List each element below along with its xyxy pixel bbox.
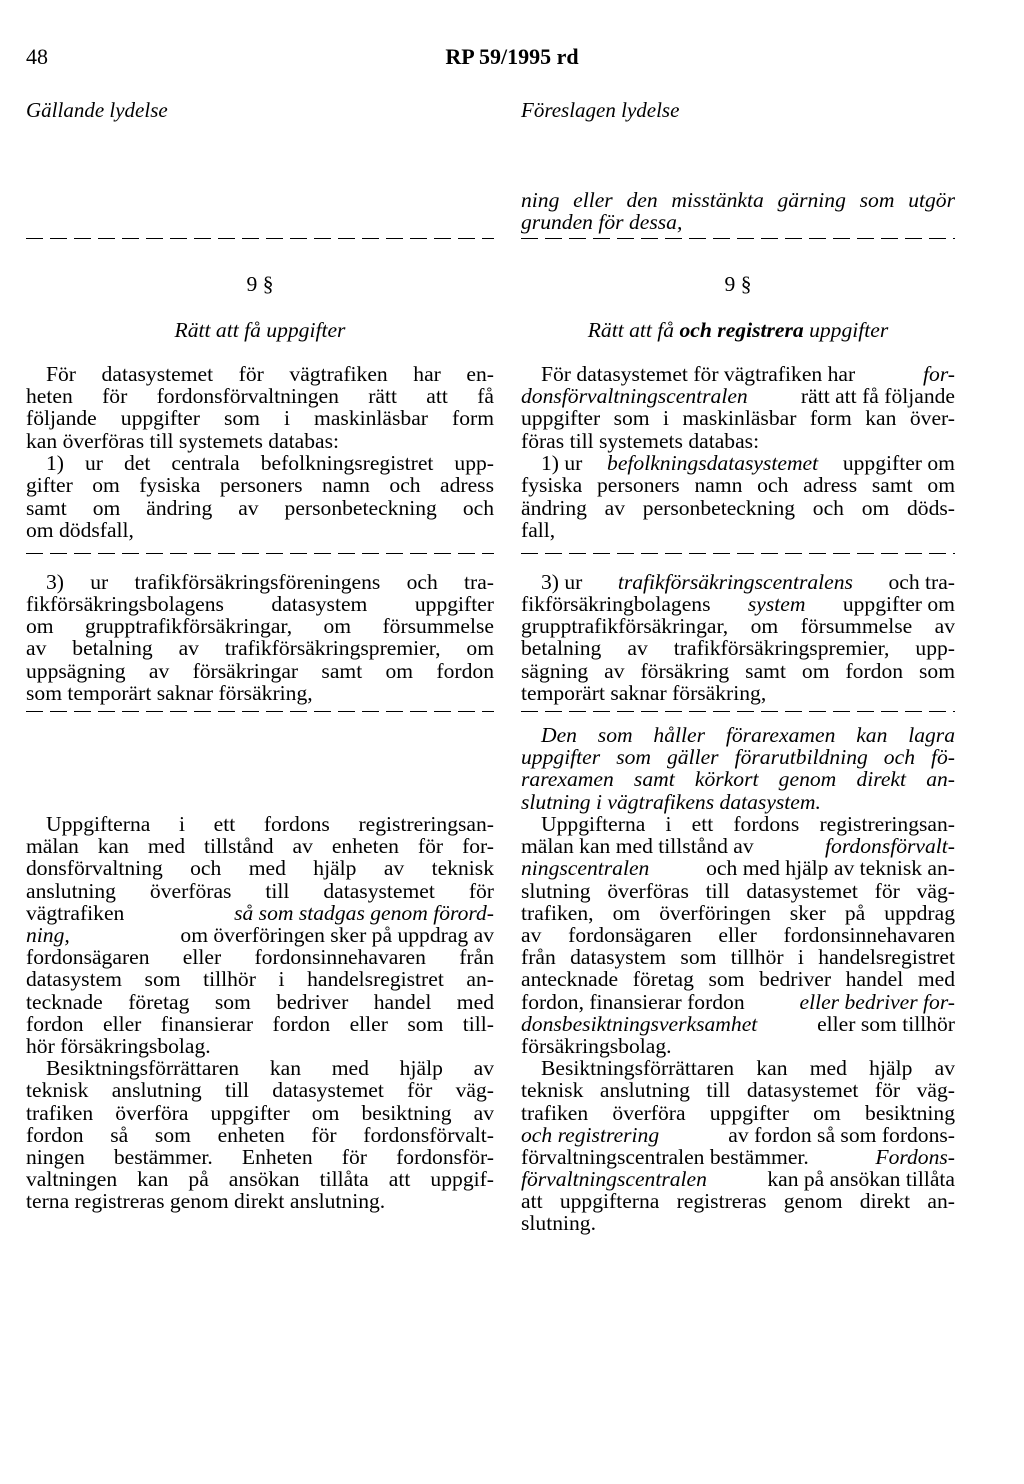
text-run-italic: eller bedriver for- bbox=[799, 990, 955, 1014]
text-run: För datasystemet för vägtrafiken har bbox=[541, 362, 856, 386]
page-number: 48 bbox=[26, 44, 48, 69]
omission-dashes bbox=[26, 553, 494, 554]
text-run-italic: så som stadgas genom förord- bbox=[234, 901, 494, 925]
text-line: slutning överföras till datasystemet för väg- bbox=[521, 880, 955, 903]
text-line: slutning i vägtrafikens datasystem. bbox=[521, 790, 821, 814]
text-line bbox=[26, 924, 494, 946]
text-line: Uppgifterna i ett fordons registreringsan- bbox=[541, 813, 955, 836]
text-line bbox=[541, 363, 955, 385]
text-line: donsförvaltning och med hjälp av teknisk bbox=[26, 857, 494, 880]
text-run-italic: uppgifter bbox=[809, 318, 889, 342]
text-run-italic: for- bbox=[923, 362, 955, 386]
text-run-italic: befolkningsdatasystemet bbox=[607, 451, 819, 475]
text-line bbox=[521, 1124, 955, 1146]
text-run: vägtrafiken bbox=[26, 901, 125, 925]
text-line: trafiken överföra uppgifter om besiktning av bbox=[26, 1102, 494, 1125]
text-line: trafiken, om överföringen sker på uppdrag bbox=[521, 902, 955, 925]
text-line: trafiken överföra uppgifter om besiktning bbox=[521, 1102, 955, 1125]
omission-dashes bbox=[26, 711, 494, 712]
right-column-heading: Föreslagen lydelse bbox=[521, 98, 680, 122]
text-run-italic: donsbesiktningsverksamhet bbox=[521, 1012, 758, 1036]
text-line: temporärt saknar försäkring, bbox=[521, 681, 767, 705]
text-line: från datasystem som tillhör i handelsregistret bbox=[521, 946, 955, 969]
text-run: mälan kan med tillstånd av bbox=[521, 834, 754, 858]
text-run: uppgifter om bbox=[842, 451, 955, 475]
text-line: betalning av trafikförsäkringspremier, upp- bbox=[521, 637, 955, 660]
text-line: anslutning överföras till datasystemet för bbox=[26, 880, 494, 903]
text-line: föras till systemets databas: bbox=[521, 429, 760, 453]
text-run: fordon, finansierar fordon bbox=[521, 990, 745, 1014]
text-line: uppgifter som gäller förarutbildning och fö- bbox=[521, 746, 955, 769]
text-run: 3) ur bbox=[541, 570, 583, 594]
omission-dashes bbox=[521, 238, 955, 239]
text-line: tecknade företag som bedriver handel med bbox=[26, 991, 494, 1014]
text-run-italic: system bbox=[747, 592, 806, 616]
text-line bbox=[521, 593, 955, 615]
text-run: förvaltningscentralen bestämmer. bbox=[521, 1145, 809, 1169]
text-line: som temporärt saknar försäkring, bbox=[26, 681, 313, 705]
text-line: ningen bestämmer. Enheten för fordonsför- bbox=[26, 1146, 494, 1169]
text-line: ändring av personbeteckning och om döds- bbox=[521, 497, 955, 520]
omission-dashes bbox=[26, 238, 494, 239]
text-line: fysiska personers namn och adress samt om bbox=[521, 474, 955, 497]
text-run-italic: och registrering bbox=[521, 1123, 660, 1147]
text-run-italic: ningscentralen bbox=[521, 856, 650, 880]
text-run: eller som tillhör bbox=[817, 1012, 955, 1036]
text-line bbox=[521, 991, 955, 1013]
text-line: fikförsäkringsbolagens datasystem uppgifter bbox=[26, 593, 494, 616]
text-line: teknisk anslutning till datasystemet för väg- bbox=[521, 1079, 955, 1102]
text-run-bold-italic: och registrera bbox=[679, 318, 804, 342]
text-run-italic: Rätt att få bbox=[587, 318, 675, 342]
text-line: uppgifter som i maskinläsbar form kan över- bbox=[521, 407, 955, 430]
text-line: För datasystemet för vägtrafiken har en- bbox=[46, 363, 494, 386]
text-line: fordon så som enheten för fordonsförvalt- bbox=[26, 1124, 494, 1147]
text-line: gifter om fysiska personers namn och adress bbox=[26, 474, 494, 497]
text-run: om överföringen sker på uppdrag av bbox=[180, 923, 494, 947]
section-title: Rätt att få uppgifter bbox=[174, 318, 346, 342]
text-line: om dödsfall, bbox=[26, 518, 134, 542]
text-line: 3) ur trafikförsäkringsföreningens och tra- bbox=[46, 571, 494, 594]
text-run: rätt att få följande bbox=[800, 384, 955, 408]
text-run: 1) ur bbox=[541, 451, 583, 475]
text-line: hör försäkringsbolag. bbox=[26, 1034, 211, 1058]
text-run: uppgifter om bbox=[842, 592, 955, 616]
text-line: fall, bbox=[521, 518, 556, 542]
text-run-italic: förvaltningscentralen bbox=[521, 1167, 707, 1191]
text-run: och tra- bbox=[888, 570, 955, 594]
text-line: ning eller den misstänkta gärning som utgör bbox=[521, 189, 955, 212]
text-line: mälan kan med tillstånd av enheten för for- bbox=[26, 835, 494, 858]
text-line: av fordonsägaren eller fordonsinnehavaren bbox=[521, 924, 955, 947]
text-line: antecknade företag som bedriver handel med bbox=[521, 968, 955, 991]
text-line: Uppgifterna i ett fordons registreringsan- bbox=[46, 813, 494, 836]
text-run-italic: Fordons- bbox=[875, 1145, 955, 1169]
text-line: sägning av försäkring samt om fordon som bbox=[521, 660, 955, 683]
text-line: valtningen kan på ansökan tillåta att uppgif- bbox=[26, 1168, 494, 1191]
text-line: datasystem som tillhör i handelsregistret an- bbox=[26, 968, 494, 991]
text-run: kan på ansökan tillåta bbox=[767, 1167, 955, 1191]
text-line: Besiktningsförrättaren kan med hjälp av bbox=[46, 1057, 494, 1080]
text-line: teknisk anslutning till datasystemet för väg- bbox=[26, 1079, 494, 1102]
text-line: samt om ändring av personbeteckning och bbox=[26, 497, 494, 520]
omission-dashes bbox=[521, 711, 955, 712]
section-title bbox=[521, 319, 955, 341]
text-line: kan överföras till systemets databas: bbox=[26, 429, 340, 453]
text-line: uppsägning av försäkringar samt om fordon bbox=[26, 660, 494, 683]
text-line: att uppgifterna registreras genom direkt an- bbox=[521, 1190, 955, 1213]
section-number: 9 § bbox=[724, 272, 752, 296]
text-line: fordonsägaren eller fordonsinnehavaren från bbox=[26, 946, 494, 969]
text-line bbox=[521, 835, 955, 857]
omission-dashes bbox=[521, 553, 955, 554]
text-run-italic: trafikförsäkringscentralens bbox=[617, 570, 853, 594]
text-run: fikförsäkringbolagens bbox=[521, 592, 711, 616]
text-line bbox=[521, 1146, 955, 1168]
text-line bbox=[541, 571, 955, 593]
text-line: Den som håller förarexamen kan lagra bbox=[541, 724, 955, 747]
text-line: försäkringsbolag. bbox=[521, 1034, 672, 1058]
text-line: slutning. bbox=[521, 1211, 596, 1235]
text-line: rarexamen samt körkort genom direkt an- bbox=[521, 768, 955, 791]
text-run-italic: fordonsförvalt- bbox=[825, 834, 955, 858]
text-line bbox=[521, 385, 955, 407]
text-line: om grupptrafikförsäkringar, om försummelse bbox=[26, 615, 494, 638]
text-line: fordon eller finansierar fordon eller som till- bbox=[26, 1013, 494, 1036]
text-run-italic: ning, bbox=[26, 923, 70, 947]
text-run: och med hjälp av teknisk an- bbox=[706, 856, 955, 880]
text-line: grunden för dessa, bbox=[521, 210, 683, 234]
text-line: 1) ur det centrala befolkningsregistret upp- bbox=[46, 452, 494, 475]
text-run: av fordon så som fordons- bbox=[728, 1123, 955, 1147]
text-line bbox=[521, 857, 955, 879]
section-number: 9 § bbox=[246, 272, 274, 296]
text-line: av betalning av trafikförsäkringspremier, om bbox=[26, 637, 494, 660]
text-line: följande uppgifter som i maskinläsbar form bbox=[26, 407, 494, 430]
running-head: RP 59/1995 rd bbox=[445, 44, 579, 69]
text-line: Besiktningsförrättaren kan med hjälp av bbox=[541, 1057, 955, 1080]
text-line bbox=[26, 902, 494, 924]
text-line: terna registreras genom direkt anslutning. bbox=[26, 1189, 386, 1213]
left-column-heading: Gällande lydelse bbox=[26, 98, 168, 122]
text-line bbox=[521, 1013, 955, 1035]
text-line bbox=[521, 1168, 955, 1190]
text-line bbox=[541, 452, 955, 474]
text-line: grupptrafikförsäkringar, om försummelse av bbox=[521, 615, 955, 638]
text-run-italic: donsförvaltningscentralen bbox=[521, 384, 748, 408]
text-line: heten för fordonsförvaltningen rätt att få bbox=[26, 385, 494, 408]
